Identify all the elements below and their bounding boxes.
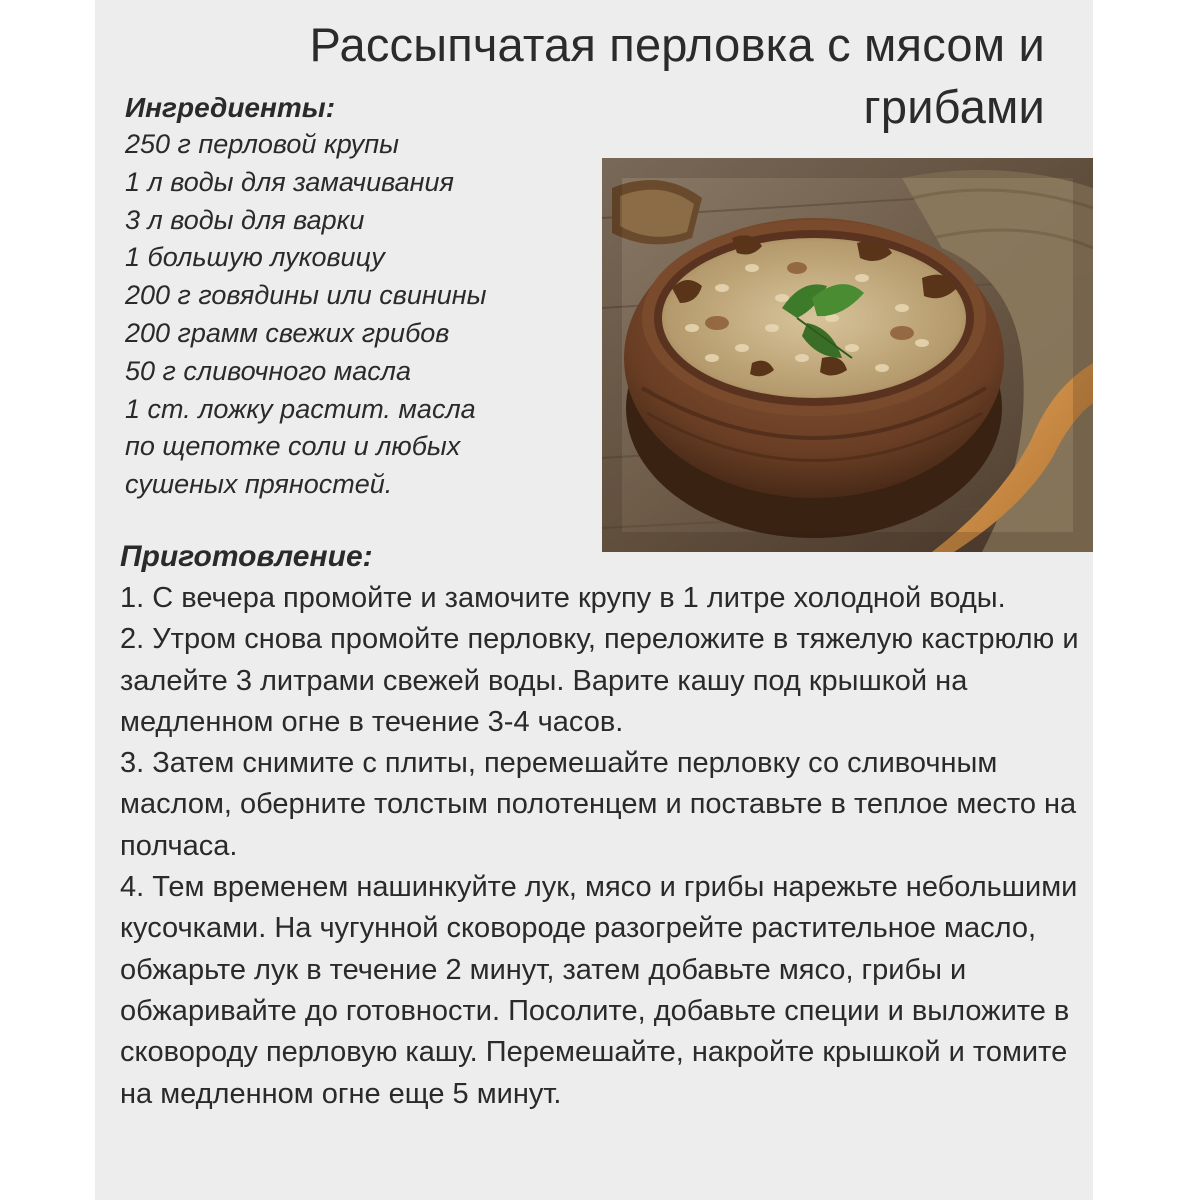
preparation-step: 3. Затем снимите с плиты, перемешайте перловку со сливочным маслом, оберните толстым полотенцем и поставьте в теплое место на полчаса. — [120, 747, 1077, 862]
ingredient-item: 1 ст. ложку растит. масла — [125, 393, 476, 424]
barley-porridge — [662, 238, 966, 398]
ingredient-item: 200 грамм свежих грибов — [125, 317, 450, 348]
ingredient-item: 3 л воды для варки — [125, 204, 365, 235]
dish-illustration — [602, 158, 1093, 552]
recipe-title-line-2: грибами — [863, 80, 1045, 133]
ingredients-heading: Ингредиенты: — [125, 92, 336, 123]
preparation-section — [120, 536, 1085, 1115]
recipe-title-line-1: Рассыпчатая перловка с мясом и — [309, 18, 1045, 71]
ingredients-list — [125, 126, 595, 504]
preparation-heading: Приготовление: — [120, 540, 373, 573]
recipe-card — [95, 0, 1093, 1200]
ingredient-item: 1 большую луковицу — [125, 242, 385, 273]
dish-photo — [602, 158, 1093, 552]
preparation-step: 4. Тем временем нашинкуйте лук, мясо и грибы нарежьте небольшими кусочками. На чугунной сковороде разогрейте растительное масло, обжарьте лук в течение 2 минут, затем добавьте мясо, грибы и обжаривайте до готовности. Посолите, добавьте специи и выложите в сковороду перловую кашу. Перемешайте, накройте крышкой и томите на медленном огне еще 5 минут. — [120, 871, 1078, 1110]
ingredients-section — [125, 90, 595, 504]
ingredient-item: сушеных пряностей. — [125, 469, 393, 500]
ingredient-item: 50 г сливочного масла — [125, 355, 412, 386]
preparation-step: 2. Утром снова промойте перловку, переложите в тяжелую кастрюлю и залейте 3 литрами свежей воды. Варите кашу под крышкой на медленном огне в течение 3-4 часов. — [120, 623, 1079, 738]
preparation-step: 1. С вечера промойте и замочите крупу в 1 литре холодной воды. — [120, 582, 1006, 614]
ingredient-item: по щепотке соли и любых — [125, 431, 461, 462]
ingredient-item: 250 г перловой крупы — [125, 129, 400, 159]
ingredient-item: 1 л воды для замачивания — [125, 166, 454, 197]
preparation-steps — [120, 578, 1085, 1115]
ingredient-item: 200 г говядины или свинины — [125, 280, 487, 311]
